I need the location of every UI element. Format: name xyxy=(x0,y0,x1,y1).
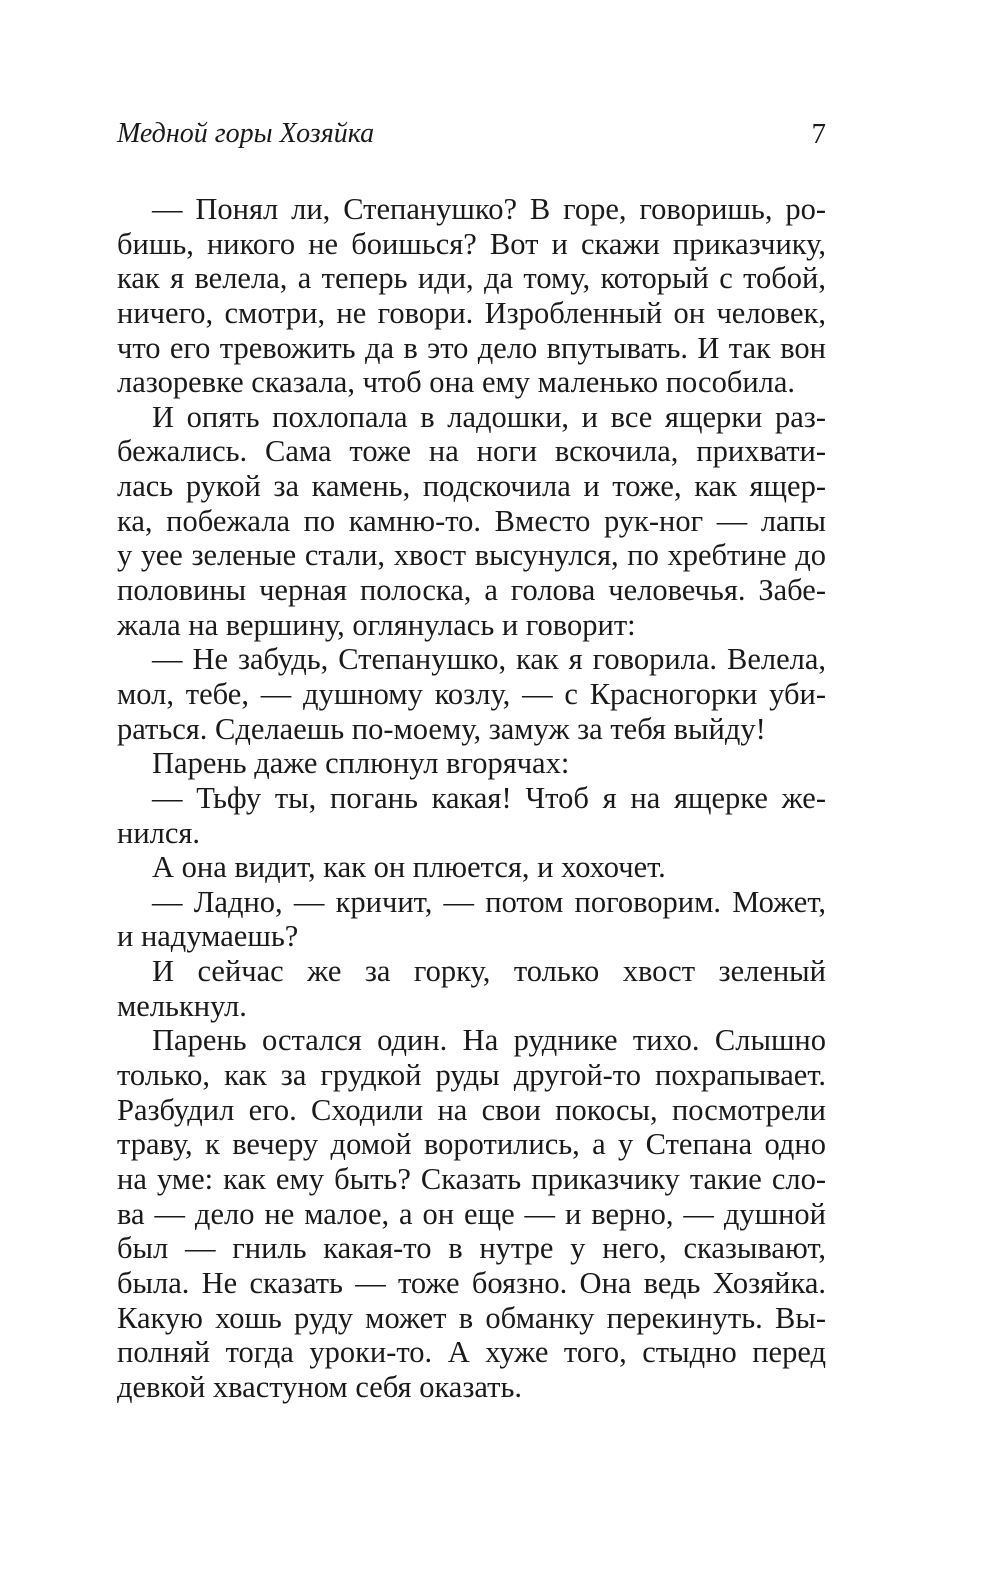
text-line: нился. xyxy=(117,815,201,850)
text-line: Парень остался один. На руднике тихо. Слышно xyxy=(152,1023,826,1058)
text-line: жала на вершину, оглянулась и говорит: xyxy=(117,607,636,642)
text-line: ничего, смотри, не говори. Изробленный он человек, xyxy=(117,295,826,330)
text-line: только, как за грудкой руды другой-то похрапывает. xyxy=(117,1058,826,1093)
text-line: И опять похлопала в ладошки, и все ящерки раз- xyxy=(152,399,826,434)
text-line: ва — дело не малое, а он еще — и верно, — душной xyxy=(117,1196,826,1231)
text-line: — Ладно, — кричит, — потом поговорим. Может, xyxy=(152,884,826,919)
text-line: — Не забудь, Степанушко, как я говорила. Велела, xyxy=(152,642,826,677)
text-line: ка, побежала по камню-то. Вместо рук-ног — лапы xyxy=(117,503,826,538)
text-line: бишь, никого не боишься? Вот и скажи приказчику, xyxy=(117,226,826,261)
text-line: была. Не сказать — тоже боязно. Она ведь Хозяйка. xyxy=(117,1265,826,1300)
text-line: лась рукой за камень, подскочила и тоже, как ящер- xyxy=(117,469,826,504)
text-line: траву, к вечеру домой воротились, а у Степана одно xyxy=(117,1127,826,1162)
text-line: у уее зеленые стали, хвост высунулся, по хребтине до xyxy=(117,538,826,573)
body-text xyxy=(117,192,826,1404)
text-line: — Понял ли, Степанушко? В горе, говоришь, ро- xyxy=(152,192,826,226)
text-line: половины черная полоска, а голова человечья. Забе- xyxy=(117,573,826,608)
text-line: И сейчас же за горку, только хвост зеленый xyxy=(152,954,826,989)
text-line: А она видит, как он плюется, и хохочет. xyxy=(152,850,666,885)
text-line: что его тревожить да в это дело впутывать. И так вон xyxy=(117,330,826,365)
text-line: мелькнул. xyxy=(117,988,247,1023)
text-line: был — гниль какая-то в нутре у него, сказывают, xyxy=(117,1231,826,1266)
text-line: Разбудил его. Сходили на свои покосы, посмотрели xyxy=(117,1092,826,1127)
running-title: Медной горы Хозяйка xyxy=(117,118,375,149)
text-line: полняй тогда уроки-то. А хуже того, стыдно перед xyxy=(117,1335,826,1370)
text-line: — Тьфу ты, погань какая! Чтоб я на ящерке же- xyxy=(152,780,826,815)
text-line: раться. Сделаешь по-моему, замуж за тебя выйду! xyxy=(117,711,766,746)
text-line: Какую хошь руду может в обманку перекинуть. Вы- xyxy=(117,1300,826,1335)
text-line: бежались. Сама тоже на ноги вскочила, прихвати- xyxy=(117,434,826,469)
text-line: мол, тебе, — душному козлу, — с Красногорки уби- xyxy=(117,676,826,711)
text-line: девкой хвастуном себя оказать. xyxy=(117,1369,523,1404)
text-line: Парень даже сплюнул вгорячах: xyxy=(152,746,570,781)
text-line: как я велела, а теперь иди, да тому, который с тобой, xyxy=(117,261,826,296)
text-line: лазоревке сказала, чтоб она ему маленько пособила. xyxy=(117,365,796,400)
page-number: 7 xyxy=(811,118,826,150)
text-line: и надумаешь? xyxy=(117,919,299,954)
text-line: на уме: как ему быть? Сказать приказчику такие сло- xyxy=(117,1161,826,1196)
running-head xyxy=(117,112,826,156)
